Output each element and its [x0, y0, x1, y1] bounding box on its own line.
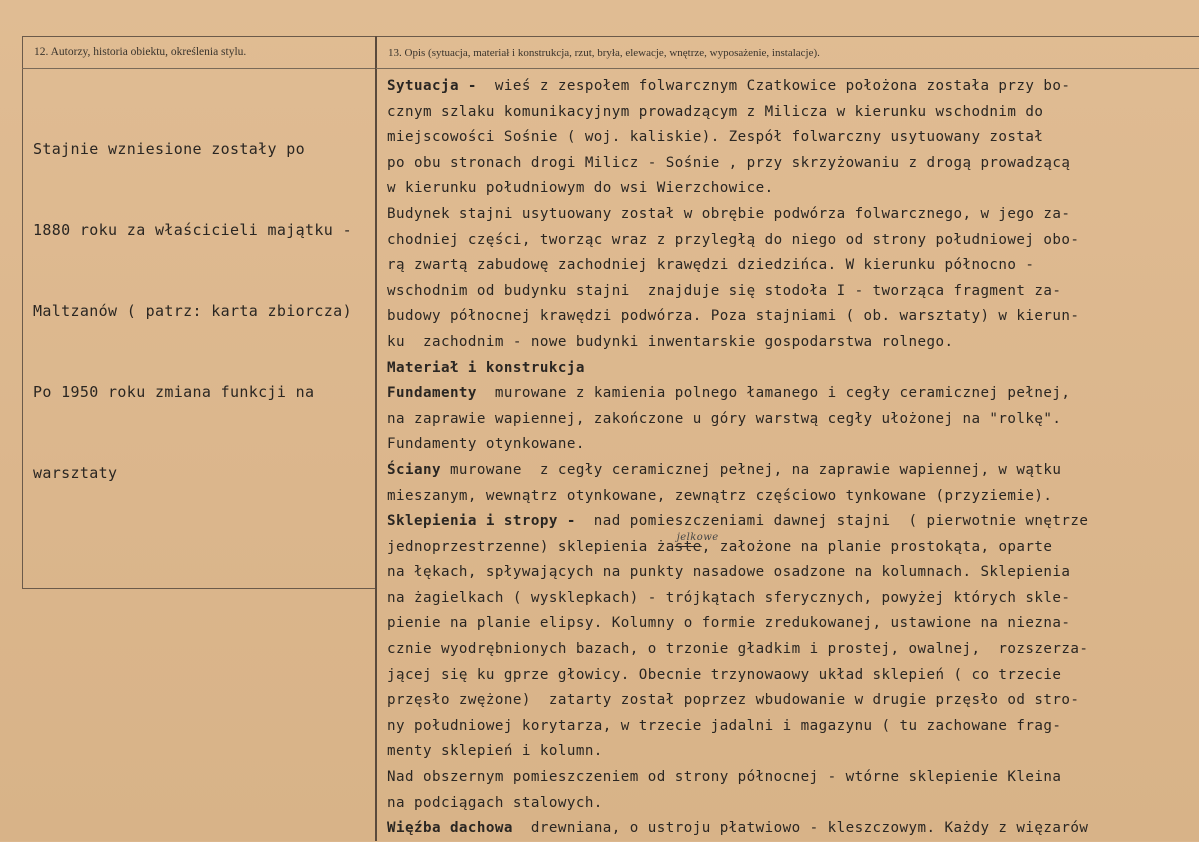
left-section-body — [33, 82, 368, 514]
description-line — [387, 637, 1187, 663]
description-line — [387, 74, 1187, 100]
description-line — [387, 765, 1187, 791]
left-line: Stajnie wzniesione zostały po — [33, 140, 306, 158]
description-line — [387, 509, 1187, 535]
line-text: pienie na planie elipsy. Kolumny o formie zredukowanej, ustawione na niezna- — [387, 615, 1071, 632]
description-line — [387, 586, 1187, 612]
description-line — [387, 739, 1187, 765]
frame-top-rule — [22, 36, 1199, 37]
section-label: Sytuacja - — [387, 78, 477, 94]
description-line — [387, 176, 1187, 202]
line-text: drewniana, o ustroju płatwiowo - kleszczowym. Każdy z więzarów — [512, 820, 1089, 837]
description-line — [387, 253, 1187, 279]
description-line — [387, 151, 1187, 177]
description-line — [387, 279, 1187, 305]
left-line: Maltzanów ( patrz: karta zbiorcza) — [33, 302, 352, 320]
line-text: Fundamenty otynkowane. — [387, 436, 585, 453]
left-line: warsztaty — [33, 464, 118, 482]
line-text: przęsło zwężone) zatarty został poprzez wbudowanie w drugie przęsło od stro- — [387, 692, 1080, 709]
description-line — [387, 356, 1187, 382]
line-text: wieś z zespołem folwarcznym Czatkowice położona została przy bo- — [476, 78, 1071, 94]
line-text: ku zachodnim - nowe budynki inwentarskie gospodarstwa rolnego. — [387, 333, 954, 350]
description-line — [387, 484, 1187, 510]
description-line — [387, 611, 1187, 637]
section-label: Więźba dachowa — [387, 820, 513, 837]
right-section-body — [387, 74, 1187, 842]
frame-left-rule — [22, 36, 23, 588]
line-text: jącej się ku gprze głowicy. Obecnie trzynowaowy układ sklepień ( co trzecie — [387, 666, 1062, 683]
description-line — [387, 432, 1187, 458]
line-text: menty sklepień i kolumn. — [387, 743, 603, 760]
line-text: mieszanym, wewnątrz otynkowane, zewnątrz częściowo tynkowane (przyziemie). — [387, 487, 1053, 504]
left-line: 1880 roku za właścicieli majątku - — [33, 221, 352, 239]
section-label: Sklepienia i stropy - — [387, 513, 576, 530]
left-line: Po 1950 roku zmiana funkcji na — [33, 383, 315, 401]
line-text: cznie wyodrębnionych bazach, o trzonie gładkim i prostej, owalnej, rozszerza- — [387, 641, 1089, 658]
description-line — [387, 688, 1187, 714]
line-text: Nad obszernym pomieszczeniem od strony północnej - wtórne sklepienie Kleina — [387, 769, 1062, 786]
handwritten-insert: jelkowe — [676, 531, 719, 543]
line-text: Budynek stajni usytuowany został w obrębie podwórza folwarcznego, w jego za- — [387, 205, 1071, 222]
description-line — [387, 381, 1187, 407]
line-text: w kierunku południowym do wsi Wierzchowice. — [387, 180, 774, 197]
line-text: murowane z kamienia polnego łamanego i cegły ceramicznej pełnej, — [476, 385, 1071, 402]
left-section-header: 12. Autorzy, historia obiektu, określenia stylu. — [34, 46, 247, 58]
description-line — [387, 125, 1187, 151]
description-line — [387, 407, 1187, 433]
description-line — [387, 791, 1187, 817]
description-line — [387, 100, 1187, 126]
line-text: chodniej części, tworząc wraz z przyległą do niego od strony południowej obo- — [387, 231, 1080, 248]
line-text: miejscowości Sośnie ( woj. kaliskie). Zespół folwarczny usytuowany został — [387, 129, 1044, 146]
section-label: Fundamenty — [387, 385, 477, 402]
description-line — [387, 531, 1187, 561]
section-label: Ściany — [387, 461, 441, 478]
right-section-header: 13. Opis (sytuacja, materiał i konstrukcja, rzut, bryła, elewacje, wnętrze, wyposażenie, instalacje). — [388, 47, 820, 59]
column-divider — [375, 36, 377, 841]
line-text: cznym szlaku komunikacyjnym prowadzącym z Milicza w kierunku wschodnim do — [387, 103, 1044, 120]
line-text: na żagielkach ( wysklepkach) - trójkątach sferycznych, powyżej których skle- — [387, 589, 1071, 606]
line-text: ny południowej korytarza, w trzecie jadalni i magazynu ( tu zachowane frag- — [387, 717, 1062, 734]
line-text: na zaprawie wapiennej, zakończone u góry warstwą cegły ułożonej na "rolkę". — [387, 410, 1062, 427]
line-text: budowy północnej krawędzi podwórza. Poza stajniami ( ob. warsztaty) w kierun- — [387, 308, 1080, 325]
description-line — [387, 560, 1187, 586]
description-line — [387, 714, 1187, 740]
annotated-suffix: , założone na planie prostokąta, oparte — [701, 538, 1053, 555]
description-line — [387, 458, 1187, 484]
description-line — [387, 663, 1187, 689]
description-line — [387, 202, 1187, 228]
description-line — [387, 304, 1187, 330]
line-text: po obu stronach drogi Milicz - Sośnie , przy skrzyżowaniu z drogą prowadzącą — [387, 154, 1071, 171]
line-text: wschodnim od budynku stajni znajduje się stodoła I - tworząca fragment za- — [387, 282, 1062, 299]
line-text: nad pomieszczeniami dawnej stajni ( pierwotnie wnętrze — [575, 513, 1089, 530]
line-text: rą zwartą zabudowę zachodniej krawędzi dziedzińca. W kierunku północno - — [387, 257, 1035, 274]
description-line — [387, 330, 1187, 356]
section-label: Materiał i konstrukcja — [387, 359, 585, 376]
left-section-bottom-rule — [22, 588, 375, 589]
description-line — [387, 816, 1187, 842]
line-text: murowane z cegły ceramicznej pełnej, na zaprawie wapiennej, w wątku — [440, 461, 1062, 478]
annotated-prefix: jednoprzestrzenne) sklepienia ża — [387, 538, 675, 555]
line-text: na podciągach stalowych. — [387, 794, 603, 811]
handwritten-correction — [674, 531, 719, 555]
struck-text: ste — [674, 538, 702, 555]
description-line — [387, 228, 1187, 254]
line-text: na łękach, spływających na punkty nasadowe osadzone na kolumnach. Sklepienia — [387, 564, 1071, 581]
left-header-rule — [22, 68, 375, 69]
right-header-rule — [376, 68, 1199, 69]
